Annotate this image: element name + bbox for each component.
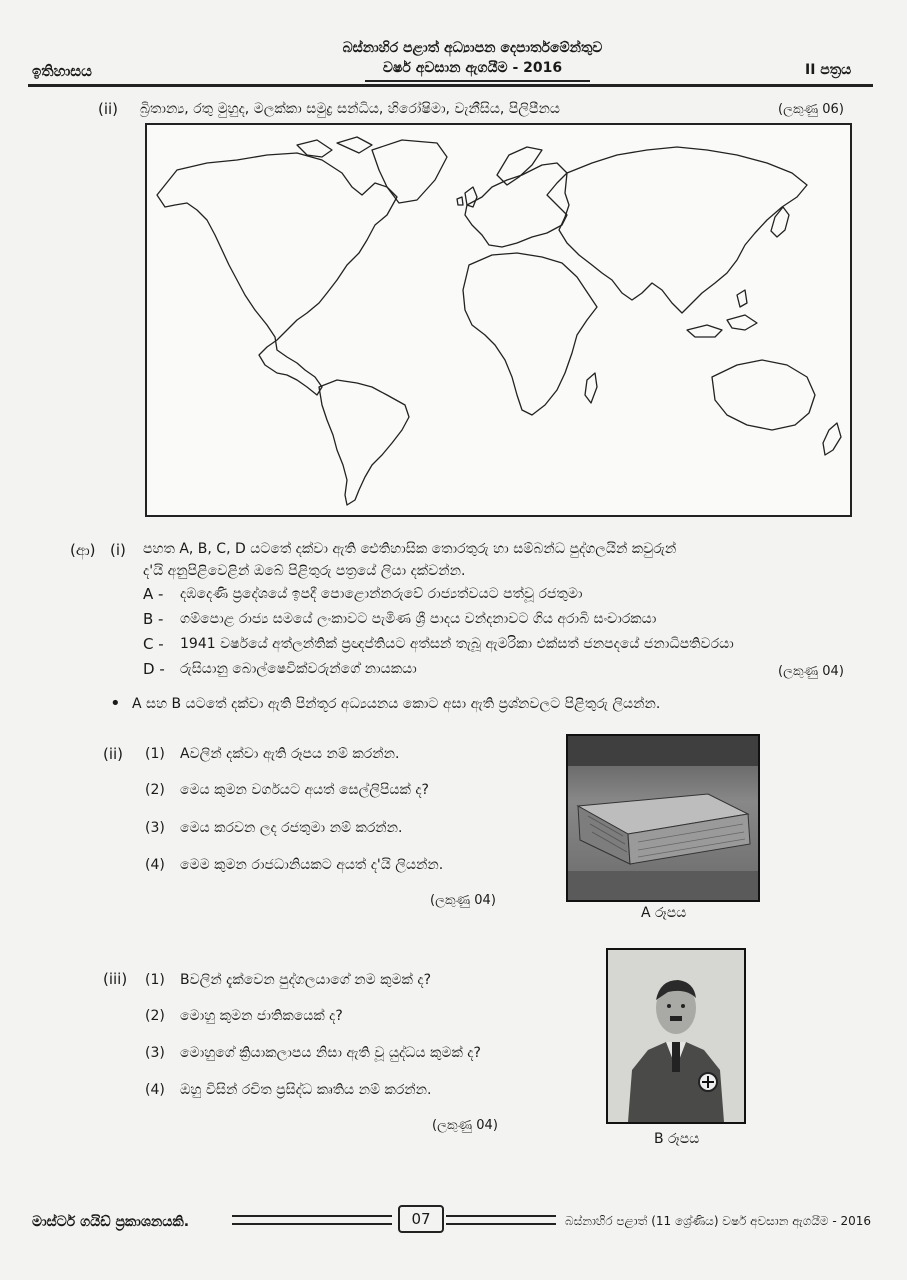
question-ii-number: (ii) [103, 745, 124, 763]
question-ii-item-2-number: (2) [145, 782, 165, 798]
question-iii-number: (iii) [103, 970, 128, 988]
question-iii-item-3-text: මොහුගේ ක්‍රියාකලාපය නිසා ඇති වූ යුද්ධය කුමක් ද? [180, 1045, 481, 1061]
world-map-frame [145, 123, 852, 517]
photo-b-caption: B රූපය [654, 1131, 700, 1147]
world-map [147, 125, 850, 515]
question-iii-item-4-text: ඔහු විසින් රචිත ප්‍රසිද්ධ කෘතිය නම් කරන්න. [180, 1082, 432, 1098]
question-a-intro-2: ද'යි අනුපිළිවෙළින් ඔබේ පිළිතුරු පත්‍රයේ ලියා දක්වන්න. [143, 563, 466, 579]
subject-label: ඉතිහාසය [32, 62, 92, 80]
item-b-text: ගම්පොළ රාජ්‍ය සමයේ ලංකාවට පැමිණ ශ්‍රී පාදය වන්දනාවට ගිය අරාබි සංචාරකයා [180, 611, 657, 627]
footer-left-bar [232, 1215, 392, 1225]
header-rule [28, 84, 873, 87]
instruction-bullet: • [110, 693, 121, 714]
title-underline [365, 80, 590, 82]
question-ii-item-1-number: (1) [145, 746, 165, 762]
arctic-islands-outline [297, 137, 372, 157]
question-iii-item-1-text: Bවලින් දැක්වෙන පුද්ගලයාගේ නම කුමක් ද? [180, 972, 432, 988]
africa-outline [463, 253, 597, 415]
question-ii-item-3-number: (3) [145, 820, 165, 836]
question-a-intro-1: පහත A, B, C, D යටතේ දක්වා ඇති ඓතිහාසික තොරතුරු හා සම්බන්ධ පුද්ගලයින් කවුරුන් [143, 541, 677, 557]
question-iii-item-2-number: (2) [145, 1008, 165, 1024]
question-iii-item-1-number: (1) [145, 972, 165, 988]
exam-title: වර්ෂ අවසාන ඇගයීම - 2016 [382, 60, 563, 76]
question-ii-item-3-text: මෙය කරවන ලද රජතුමා නම් කරන්න. [180, 820, 403, 836]
department-title: බස්නාහිර පළාත් අධ්‍යාපන දෙපාර්තමේන්තුව [342, 40, 603, 56]
footer-exam-info: බස්නාහිර පළාත් (11 ශ්‍රේණිය) වර්ෂ අවසාන ඇගයීම - 2016 [565, 1214, 872, 1228]
question-ii-item-4-text: මෙම කුමන රාජධානියකට අයත් ද'යි ලියන්න. [180, 857, 444, 873]
portrait-image [608, 950, 744, 1122]
map-question-text: බ්‍රිතාන්‍ය, රතු මුහුද, මලක්කා සමුද්‍ර සන්ධිය, හිරෝෂිමා, වැනීසිය, පිලිපීනය [140, 101, 560, 117]
paper-label: II පත්‍රය [805, 62, 852, 78]
australia-outline [712, 360, 815, 430]
madagascar-outline [585, 373, 597, 403]
question-ii-item-4-number: (4) [145, 857, 165, 873]
footer-right-bar [446, 1215, 556, 1225]
photo-a [566, 734, 760, 902]
japan-outline [771, 207, 789, 237]
question-iii-item-3-number: (3) [145, 1045, 165, 1061]
item-c-text: 1941 වර්ෂයේ අත්ලන්තික් ප්‍රඥප්තියට අත්සන් තැබූ ඇමරිකා එක්සත් ජනපදයේ ජනාධිපතිවරයා [180, 636, 734, 652]
question-ii-item-1-text: Aවලින් දක්වා ඇති රූපය නම් කරන්න. [180, 746, 400, 762]
greenland-outline [372, 140, 447, 203]
question-iii-marks: (ලකුණු 04) [432, 1118, 498, 1133]
photo-a-caption: A රූපය [641, 905, 687, 921]
item-a-letter: A - [143, 585, 164, 603]
scandinavia-outline [497, 147, 542, 185]
question-ii-marks: (ලකුණු 04) [430, 893, 496, 908]
question-iii-item-4-number: (4) [145, 1082, 165, 1098]
map-question-marks: (ලකුණු 06) [778, 102, 844, 117]
photo-b [606, 948, 746, 1124]
british-isles-outline [457, 187, 477, 207]
question-a-number: (i) [110, 541, 126, 559]
footer-page-number: 07 [398, 1205, 444, 1233]
question-a-marks: (ලකුණු 04) [778, 664, 844, 679]
stone-slab-image [568, 736, 758, 900]
footer-publisher: මාස්ටර් ගයිඩ් ප්‍රකාශනයකි. [32, 1214, 190, 1230]
south-america-outline [319, 380, 409, 505]
asia-outline [559, 147, 807, 313]
new-zealand-outline [823, 423, 841, 455]
north-america-outline [157, 153, 397, 395]
item-c-letter: C - [143, 635, 164, 653]
item-a-text: දඹදෙණි ප්‍රදේශයේ ඉපදී පොළොන්නරුවේ රාජ්‍යත්වයට පත්වූ රජතුමා [180, 586, 583, 602]
item-d-letter: D - [143, 660, 165, 678]
europe-outline [465, 163, 567, 247]
instruction-text: A සහ B යටතේ දක්වා ඇති පින්තූර අධ්‍යයනය කොට අසා ඇති ප්‍රශ්නවලට පිළිතුරු ලියන්න. [132, 696, 661, 712]
item-b-letter: B - [143, 610, 164, 628]
map-question-number: (ii) [98, 100, 119, 118]
question-ii-item-2-text: මෙය කුමන වර්ගයට අයත් සෙල්ලිපියක් ද? [180, 782, 429, 798]
question-a-prefix: (ආ) [70, 541, 96, 559]
question-iii-item-2-text: මොහු කුමන ජාතිකයෙක් ද? [180, 1008, 343, 1024]
item-d-text: රුසියානු බොල්ෂෙවික්වරුන්ගේ නායකයා [180, 661, 417, 677]
